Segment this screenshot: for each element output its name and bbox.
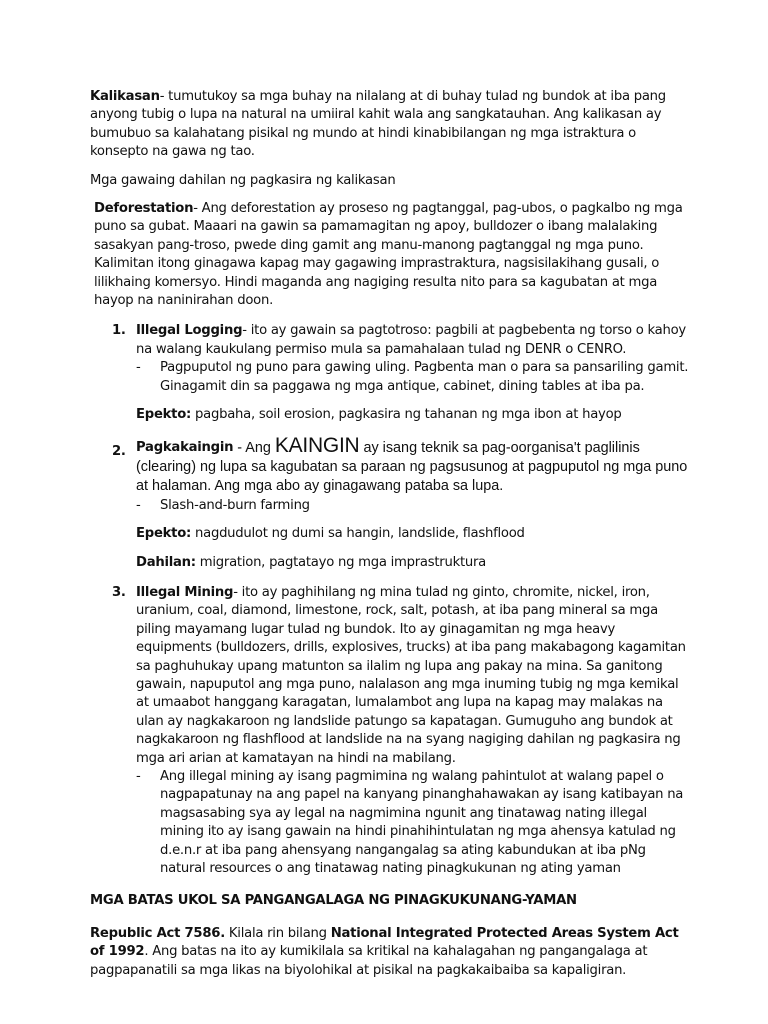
deforestation-text: - Ang deforestation ay proseso ng pagtanggal, pag-ubos, o pagkalbo ng mga puno sa gubat. Maaari na gawin sa pamamagitan ng apoy, bulldozer o ibang malalaking sasakyan pang-troso, pwede ding gamit ang manu-manong pagtanggal ng mga puno. Kalimitan itong ginagawa kapag may gagawing imprastraktura, nagsisilakihang gusali, o lilikhaing komersyo. Hindi maganda ang nagiging resulta nito para sa kagubatan at mga hayop na naninirahan doon. <box>94 201 683 309</box>
item-paragraph <box>136 322 690 359</box>
dahilan-line <box>136 554 690 572</box>
list-item <box>90 584 690 879</box>
section-heading-causes: Mga gawaing dahilan ng pagkasira ng kalikasan <box>90 172 396 188</box>
intro-paragraph <box>90 88 690 162</box>
ra-term: Republic Act 7586. <box>90 925 225 941</box>
ra-text-b: . Ang batas na ito ay kumikilala sa kritikal na kahalagahan ng pangangalaga at pagpapanatili sa mga likas na biyolohikal at pisikal na pagkakaibaiba sa kapaligiran. <box>90 944 648 978</box>
bullet-text: Ang illegal mining ay isang pagmimina ng walang pahintulot at walang papel o nagpapatunay na ang papel na kanyang pinanghahawakan ay isang katibayan na magsasabing sya ay legal na nagmimina ngunit ang tinatawag nating illegal mining ito ay isang gawain na hindi pinahihintulatan ng mga ahensya katulad ng d.e.n.r at iba pang ahensyang nangangalag sa ating kabundukan at iba pNg natural resources o ang tinatawag nating pinagkukunan ng ating yaman <box>160 769 684 877</box>
bullet-text: Pagpuputol ng puno para gawing uling. Pagbenta man o para sa pansariling gamit. Ginagamit din sa paggawa ng mga antique, cabinet, dining tables at iba pa. <box>160 360 689 394</box>
kaingin-word: KAINGIN <box>274 433 360 457</box>
list-number: 1. <box>112 323 126 339</box>
item-text: - ito ay gawain sa pagtotroso: pagbili at pagbebenta ng torso o kahoy na walang kaukulang permiso mula sa pamahalaan tulad ng DENR o CENRO. <box>136 323 686 357</box>
deforestation-paragraph <box>90 200 690 310</box>
list-item-illegal-mining <box>90 584 690 879</box>
list-item <box>90 322 690 424</box>
dash-bullet <box>136 768 690 878</box>
ra-name: National Integrated Protected Areas System Act of 1992 <box>90 925 679 960</box>
list-item-pagkakaingin <box>90 433 690 572</box>
epekto-text: nagdudulot ng dumi sa hangin, landslide, flashflood <box>191 526 525 542</box>
dash-marker: - <box>136 497 141 513</box>
list-number: 2. <box>112 443 126 459</box>
item-term: Illegal Mining <box>136 584 234 600</box>
item-text-post: ay isang teknik sa pag-oorganisa't paglilinis (clearing) ng lupa sa kagubatan sa paraan ng pagsusunog at pagpuputol ng mga puno at halaman. Ang mga abo ay ginagawang pataba sa lupa. <box>136 439 688 495</box>
list-number: 3. <box>112 584 126 600</box>
bullet-text: Slash-and-burn farming <box>160 497 310 513</box>
list-item-illegal-logging <box>90 322 690 424</box>
dahilan-label: Dahilan: <box>136 554 196 570</box>
intro-text: - tumutukoy sa mga buhay na nilalang at di buhay tulad ng bundok at iba pang anyong tubig o lupa na natural na umiiral kahit wala ang sangkatauhan. Ang kalikasan ay bumubuo sa kalahatang pisikal ng mundo at hindi kinabibilangan ng mga istraktura o konsepto na gawa ng tao. <box>90 89 666 160</box>
epekto-label: Epekto: <box>136 407 192 423</box>
item-paragraph <box>136 433 690 497</box>
item-text-pre: - Ang <box>233 439 275 456</box>
item-paragraph <box>136 584 690 768</box>
deforestation-term: Deforestation <box>94 201 194 217</box>
item-term: Illegal Logging <box>136 323 243 339</box>
dash-marker: - <box>136 360 141 376</box>
epekto-label: Epekto: <box>136 526 192 542</box>
dahilan-text: migration, pagtatayo ng mga imprastruktura <box>195 554 486 570</box>
dash-bullet <box>136 497 690 515</box>
item-text: - ito ay paghihilang ng mina tulad ng ginto, chromite, nickel, iron, uranium, coal, diamond, limestone, rock, salt, potash, at iba pang mineral sa mga piling mayamang lugar tulad ng bundok. Ito ay ginagamitan ng mga heavy equipments (bulldozers, drills, explosives, trucks) at iba pang makabagong kagamitan sa paghuhukay upang matunton sa ilalim ng lupa ang pakay na mina. Sa ganitong gawain, napuputol ang mga puno, nalalason ang mga inuming tubig ng mga kemikal at umaabot hanggang karagatan, lumalambot ang lupa na kapag may malakas na ulan ay nagkakaroon ng landslide patungo sa kapatagan. Gumuguho ang bundok at nagkakaroon ng flashflood at landslide na na syang nagiging dahilan ng pagkasira ng mga ari arian at kamatayan na hindi na mabilang. <box>136 584 686 766</box>
laws-heading-text: MGA BATAS UKOL SA PANGANGALAGA NG PINAGKUKUNANG-YAMAN <box>90 893 577 909</box>
ra-text-a: Kilala rin bilang <box>224 925 331 941</box>
dash-bullet <box>136 359 690 396</box>
document-body <box>90 88 690 980</box>
kalikasan-term: Kalikasan <box>90 89 160 104</box>
section-heading-laws <box>90 892 690 910</box>
list-item <box>90 433 690 572</box>
republic-act-paragraph <box>90 925 690 980</box>
dash-marker: - <box>136 769 141 784</box>
epekto-line <box>136 406 690 424</box>
item-term: Pagkakaingin <box>136 439 234 455</box>
epekto-text: pagbaha, soil erosion, pagkasira ng tahanan ng mga ibon at hayop <box>191 407 622 423</box>
epekto-line <box>136 525 690 543</box>
